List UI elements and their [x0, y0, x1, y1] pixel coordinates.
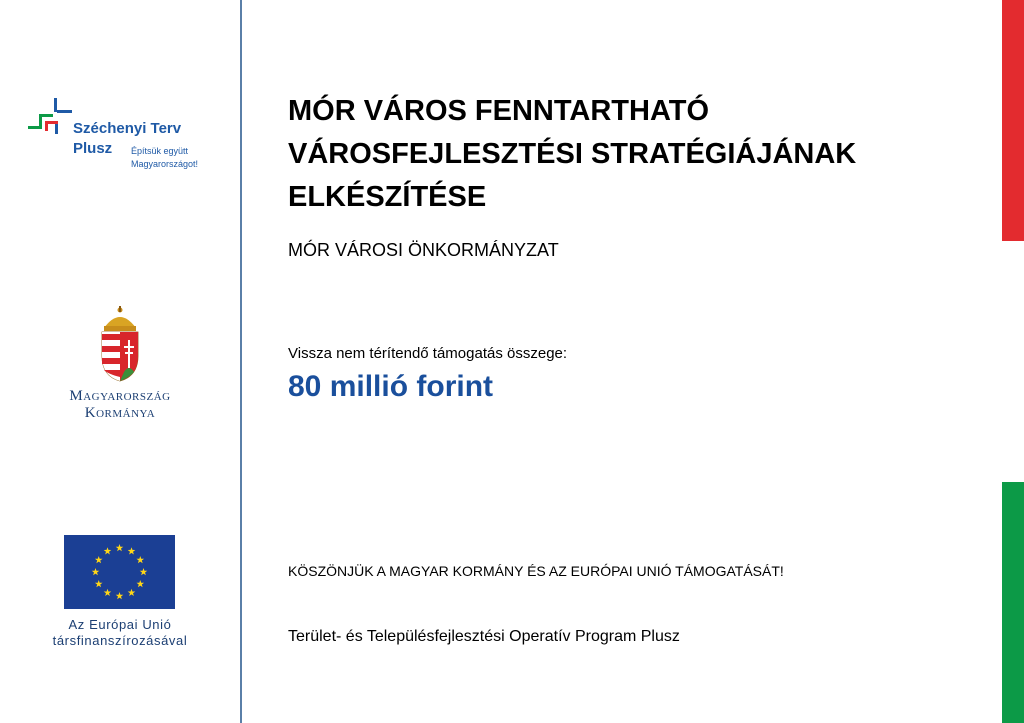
eu-flag-icon — [64, 535, 175, 609]
flag-stripe-red — [1002, 0, 1024, 241]
eu-line2: társfinanszírozásával — [52, 633, 188, 648]
szechenyi-slogan-line2: Magyarországot! — [131, 159, 199, 169]
eu-star-icon — [136, 556, 144, 563]
government-line2: Kormánya — [84, 405, 156, 421]
eu-star-icon — [116, 544, 124, 551]
eu-stars — [64, 535, 175, 609]
support-amount-value: 80 millió forint — [288, 370, 494, 403]
eu-star-icon — [92, 568, 100, 575]
eu-star-icon — [116, 592, 124, 599]
eu-star-icon — [128, 547, 136, 554]
flag-stripe-green — [1002, 482, 1024, 723]
szechenyi-title: Széchenyi Terv — [73, 120, 182, 137]
program-name: Terület- és Településfejlesztési Operatív Program Plusz — [288, 628, 680, 645]
thanks-text: KÖSZÖNJÜK A MAGYAR KORMÁNY ÉS AZ EURÓPAI UNIÓ TÁMOGATÁSÁT! — [288, 563, 784, 579]
eu-star-icon — [104, 589, 112, 596]
page-title: MÓR VÁROS FENNTARTHATÓ VÁROSFEJLESZTÉSI STRATÉGIÁJÁNAK ELKÉSZÍTÉSE — [288, 95, 857, 213]
eu-star-icon — [140, 568, 148, 575]
vertical-divider — [240, 0, 242, 723]
eu-star-icon — [136, 580, 144, 587]
beneficiary-name: MÓR VÁROSI ÖNKORMÁNYZAT — [288, 240, 559, 260]
szechenyi-plus: Plusz — [73, 140, 113, 157]
eu-star-icon — [104, 547, 112, 554]
eu-star-icon — [128, 589, 136, 596]
szechenyi-slogan-line1: Építsük együtt — [131, 146, 189, 156]
eu-star-icon — [95, 580, 103, 587]
szechenyi-slogan — [131, 145, 198, 171]
coat-of-arms-icon — [98, 306, 142, 382]
eu-logo-text — [20, 617, 220, 649]
support-amount-label: Vissza nem térítendő támogatás összege: — [288, 345, 568, 362]
eu-star-icon — [95, 556, 103, 563]
szechenyi-logo — [28, 98, 228, 178]
eu-line1: Az Európai Unió — [68, 617, 172, 632]
government-line1: Magyarország — [69, 388, 171, 404]
szechenyi-cross-icon — [28, 98, 72, 142]
government-logo-text — [20, 388, 220, 422]
